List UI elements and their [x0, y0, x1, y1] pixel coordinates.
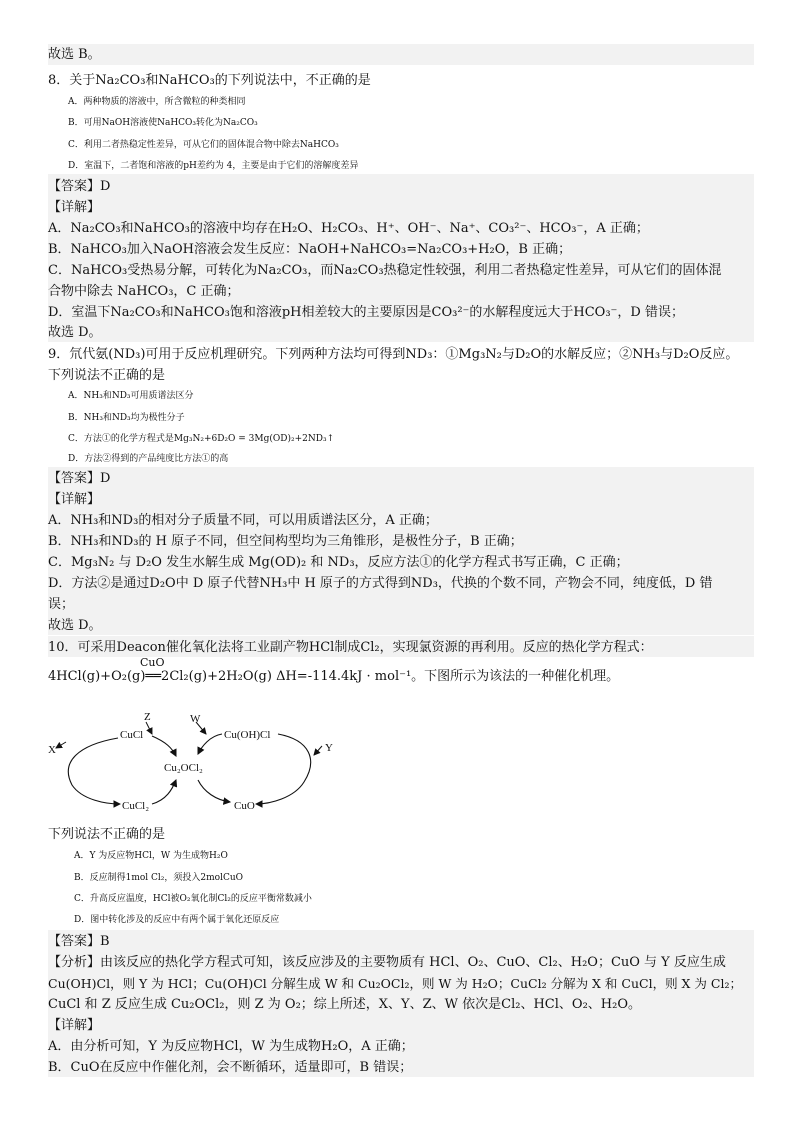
- label-cu-oh-cl: Cu(OH)Cl: [224, 729, 271, 741]
- question-10-prompt: 下列说法不正确的是: [48, 827, 166, 842]
- explanation-line: C．Mg₃N₂ 与 D₂O 发生水解生成 Mg(OD)₂ 和 ND₃，反应方法①的化学方程式书写正确，C 正确；: [48, 555, 629, 570]
- option-b: B．NH₃和ND₃均为极性分子: [68, 413, 185, 423]
- label-cucl: CuCl: [120, 729, 144, 741]
- question-9-stem-cont: 下列说法不正确的是: [48, 368, 166, 383]
- explanation-line: D．方法②是通过D₂O中 D 原子代替NH₃中 H 原子的方式得到ND₃，代换的个数不同，产物会不同，纯度低，D 错: [48, 576, 713, 591]
- explanation-line: D．室温下Na₂CO₃和NaHCO₃饱和溶液pH相差较大的主要原因是CO₃²⁻的水解程度远大于HCO₃⁻，D 错误；: [48, 305, 684, 320]
- analysis-line: 【分析】由该反应的热化学方程式可知，该反应涉及的主要物质有 HCl、O₂、CuO、Cl₂、H₂O；CuO 与 Y 反应生成: [48, 955, 726, 970]
- option-d: D．图中转化涉及的反应中有两个属于氧化还原反应: [74, 915, 280, 925]
- explanation-line: C．NaHCO₃受热易分解，可转化为Na₂CO₃，而Na₂CO₃热稳定性较强，利用二者热稳定性差异，可从它们的固体混: [48, 263, 722, 278]
- explanation-line: 合物中除去 NaHCO₃，C 正确；: [48, 284, 240, 299]
- option-c: C．升高反应温度，HCl被O₂氧化制Cl₂的反应平衡常数减小: [74, 894, 312, 904]
- explanation-line: A．Na₂CO₃和NaHCO₃的溶液中均存在H₂O、H₂CO₃、H⁺、OH⁻、Na⁺、CO₃²⁻、HCO₃⁻，A 正确；: [48, 221, 649, 236]
- explanation-label: 【详解】: [48, 1018, 101, 1033]
- text-line: 故选 D。: [48, 325, 102, 340]
- answer-label: 【答案】D: [48, 179, 111, 194]
- label-cuo: CuO: [234, 800, 255, 812]
- label-y: Y: [325, 742, 333, 754]
- analysis-line: CuCl 和 Z 反应生成 Cu₂OCl₂，则 Z 为 O₂；综上所述，X、Y、Z、W 依次是Cl₂、HCl、O₂、H₂O。: [48, 997, 641, 1012]
- answer-label: 【答案】D: [48, 471, 111, 486]
- option-a: A．NH₃和ND₃可用质谱法区分: [68, 391, 194, 401]
- analysis-line: Cu(OH)Cl，则 Y 为 HCl；Cu(OH)Cl 分解生成 W 和 Cu₂OCl₂，则 W 为 H₂O；CuCl₂ 分解为 X 和 CuCl，则 X 为 Cl₂；: [48, 976, 742, 991]
- explanation-line: 误；: [48, 597, 75, 612]
- explanation-line: B．NH₃和ND₃的 H 原子不同，但空间构型均为三角锥形，是极性分子，B 正确；: [48, 534, 523, 549]
- question-8-stem: 8．关于Na₂CO₃和NaHCO₃的下列说法中，不正确的是: [48, 73, 371, 88]
- option-d: D．室温下，二者饱和溶液的pH差约为 4，主要是由于它们的溶解度差异: [68, 161, 359, 171]
- explanation-line: A．由分析可知，Y 为反应物HCl，W 为生成物H₂O，A 正确；: [48, 1039, 414, 1054]
- explanation-label: 【详解】: [48, 492, 101, 507]
- catalytic-cycle-diagram: [48, 700, 368, 830]
- explanation-line: B．CuO在反应中作催化剂，会不断循环，适量即可，B 错误；: [48, 1060, 413, 1075]
- answer-label: 【答案】B: [48, 934, 110, 949]
- question-9-stem: 9．氘代氨(ND₃)可用于反应机理研究。下列两种方法均可得到ND₃：①Mg₃N₂与D₂O的水解反应；②NH₃与D₂O反应。: [48, 347, 739, 362]
- text-line: 故选 D。: [48, 618, 102, 633]
- label-cucl2: CuCl₂: [122, 800, 150, 812]
- text-line: 故选 B。: [48, 47, 101, 62]
- label-x: X: [48, 744, 56, 756]
- option-b: B．可用NaOH溶液使NaHCO₃转化为Na₂CO₃: [68, 118, 258, 128]
- thermochemical-equation: 4HCl(g)+O₂(g)══2Cl₂(g)+2H₂O(g) ΔH=-114.4kJ · mol⁻¹。下图所示为该法的一种催化机理。: [48, 669, 620, 684]
- option-a: A．两种物质的溶液中，所含微粒的种类相同: [68, 97, 246, 107]
- explanation-line: B．NaHCO₃加入NaOH溶液会发生反应：NaOH+NaHCO₃=Na₂CO₃+H₂O，B 正确；: [48, 242, 572, 257]
- option-b: B．反应制得1mol Cl₂，须投入2molCuO: [74, 873, 244, 883]
- option-c: C．方法①的化学方程式是Mg₃N₂+6D₂O = 3Mg(OD)₂+2ND₃↑: [68, 434, 335, 444]
- equation-catalyst-label: CuO: [140, 656, 165, 669]
- label-cu2ocl2: Cu₂OCl₂: [164, 762, 203, 774]
- label-z: Z: [144, 711, 151, 723]
- explanation-label: 【详解】: [48, 200, 101, 215]
- question-10-stem: 10．可采用Deacon催化氧化法将工业副产物HCl制成Cl₂，实现氯资源的再利用。反应的热化学方程式：: [48, 640, 653, 655]
- option-c: C．利用二者热稳定性差异，可从它们的固体混合物中除去NaHCO₃: [68, 140, 339, 150]
- option-d: D．方法②得到的产品纯度比方法①的高: [68, 454, 229, 464]
- option-a: A．Y 为反应物HCl，W 为生成物H₂O: [74, 851, 228, 861]
- explanation-line: A．NH₃和ND₃的相对分子质量不同，可以用质谱法区分，A 正确；: [48, 513, 438, 528]
- label-w: W: [190, 713, 201, 725]
